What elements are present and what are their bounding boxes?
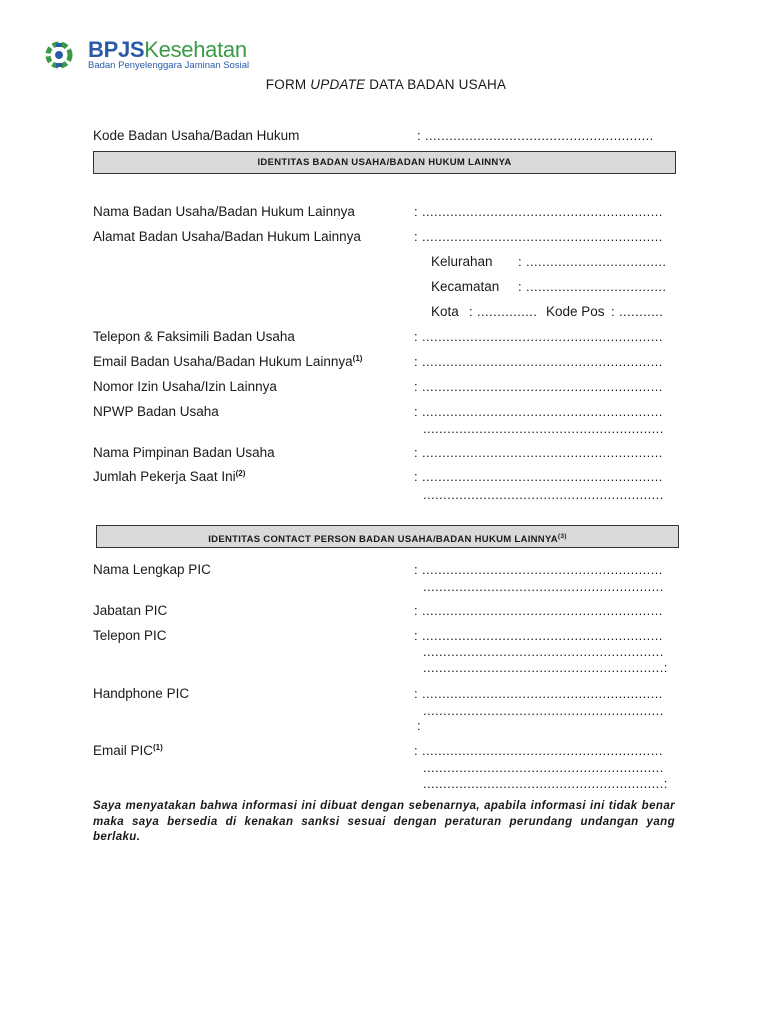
jumlah-pekerja-label: Jumlah Pekerja Saat Ini$^{(2)}$ xyxy=(93,469,246,484)
telepon-faksimili-field[interactable]: : ............................................................ xyxy=(414,329,663,344)
kelurahan-label: Kelurahan xyxy=(431,254,493,269)
npwp-label: NPWP Badan Usaha xyxy=(93,404,219,419)
nomor-izin-usaha-field[interactable]: : ............................................................ xyxy=(414,379,663,394)
kecamatan-label: Kecamatan xyxy=(431,279,500,294)
logo-tagline: Badan Penyelenggara Jaminan Sosial xyxy=(88,60,250,71)
telepon-faksimili-label: Telepon & Faksimili Badan Usaha xyxy=(93,329,295,344)
declaration-statement: Saya menyatakan bahwa informasi ini dibuat dengan sebenarnya, apabila informasi ini tidak benar maka saya bersedia di kenakan sanksi sesuai dengan peraturan perundang undangan yang berlaku. xyxy=(93,800,675,843)
jabatan-pic-label: Jabatan PIC xyxy=(93,603,168,618)
handphone-pic-field-line3: : xyxy=(417,718,421,733)
telepon-pic-field[interactable]: : ............................................................ xyxy=(414,628,663,643)
jumlah-pekerja-field[interactable]: : ............................................................ xyxy=(414,469,663,484)
telepon-pic-label: Telepon PIC xyxy=(93,628,167,643)
email-pic-field[interactable]: : ............................................................ xyxy=(414,743,663,758)
nama-badan-usaha-field[interactable]: : ............................................................ xyxy=(414,204,663,219)
kode-pos-field[interactable]: : ........... xyxy=(611,304,664,319)
kelurahan-field[interactable]: : ................................... xyxy=(518,254,667,269)
npwp-field[interactable]: : ............................................................ xyxy=(414,404,663,419)
nama-lengkap-pic-label: Nama Lengkap PIC xyxy=(93,562,211,577)
section-heading-identitas-badan-usaha: IDENTITAS BADAN USAHA/BADAN HUKUM LAINNYA xyxy=(93,151,676,174)
nama-badan-usaha-label: Nama Badan Usaha/Badan Hukum Lainnya xyxy=(93,204,355,219)
nama-lengkap-pic-field[interactable]: : ............................................................ xyxy=(414,562,663,577)
nomor-izin-usaha-label: Nomor Izin Usaha/Izin Lainnya xyxy=(93,379,277,394)
alamat-badan-usaha-label: Alamat Badan Usaha/Badan Hukum Lainnya xyxy=(93,229,361,244)
bpjs-emblem-icon xyxy=(42,40,76,70)
email-pic-field-line3[interactable]: ............................................................: xyxy=(423,776,668,791)
nama-lengkap-pic-field-line2[interactable]: ............................................................ xyxy=(423,579,664,594)
kode-pos-label: Kode Pos xyxy=(546,304,605,319)
form-title: FORM UPDATE DATA BADAN USAHA xyxy=(265,77,507,92)
npwp-field-line2[interactable]: ............................................................ xyxy=(423,421,664,436)
section-heading-contact-person: IDENTITAS CONTACT PERSON BADAN USAHA/BADAN HUKUM LAINNYA$^{(3)}$ xyxy=(96,525,679,548)
alamat-badan-usaha-field[interactable]: : ............................................................ xyxy=(414,229,663,244)
handphone-pic-label: Handphone PIC xyxy=(93,686,190,701)
email-pic-label: Email PIC$^{(1)}$ xyxy=(93,743,163,758)
telepon-pic-field-line2[interactable]: ............................................................ xyxy=(423,644,664,659)
email-badan-usaha-field[interactable]: : ............................................................ xyxy=(414,354,663,369)
email-badan-usaha-label: Email Badan Usaha/Badan Hukum Lainnya$^{(1)}$ xyxy=(93,354,363,369)
nama-pimpinan-label: Nama Pimpinan Badan Usaha xyxy=(93,445,275,460)
handphone-pic-field[interactable]: : ............................................................ xyxy=(414,686,663,701)
kota-label: Kota xyxy=(431,304,459,319)
jumlah-pekerja-field-line2[interactable]: ............................................................ xyxy=(423,487,664,502)
jabatan-pic-field[interactable]: : ............................................................ xyxy=(414,603,663,618)
nama-pimpinan-field[interactable]: : ............................................................ xyxy=(414,445,663,460)
kode-badan-usaha-field[interactable]: : ......................................................... xyxy=(417,128,654,143)
kota-field[interactable]: : ............... xyxy=(469,304,538,319)
logo-brand: BPJSKesehatan xyxy=(88,37,247,62)
kode-badan-usaha-label: Kode Badan Usaha/Badan Hukum xyxy=(93,128,300,143)
kecamatan-field[interactable]: : ................................... xyxy=(518,279,667,294)
telepon-pic-field-line3[interactable]: ............................................................: xyxy=(423,660,668,675)
email-pic-field-line2[interactable]: ............................................................ xyxy=(423,760,664,775)
handphone-pic-field-line2[interactable]: ............................................................ xyxy=(423,703,664,718)
